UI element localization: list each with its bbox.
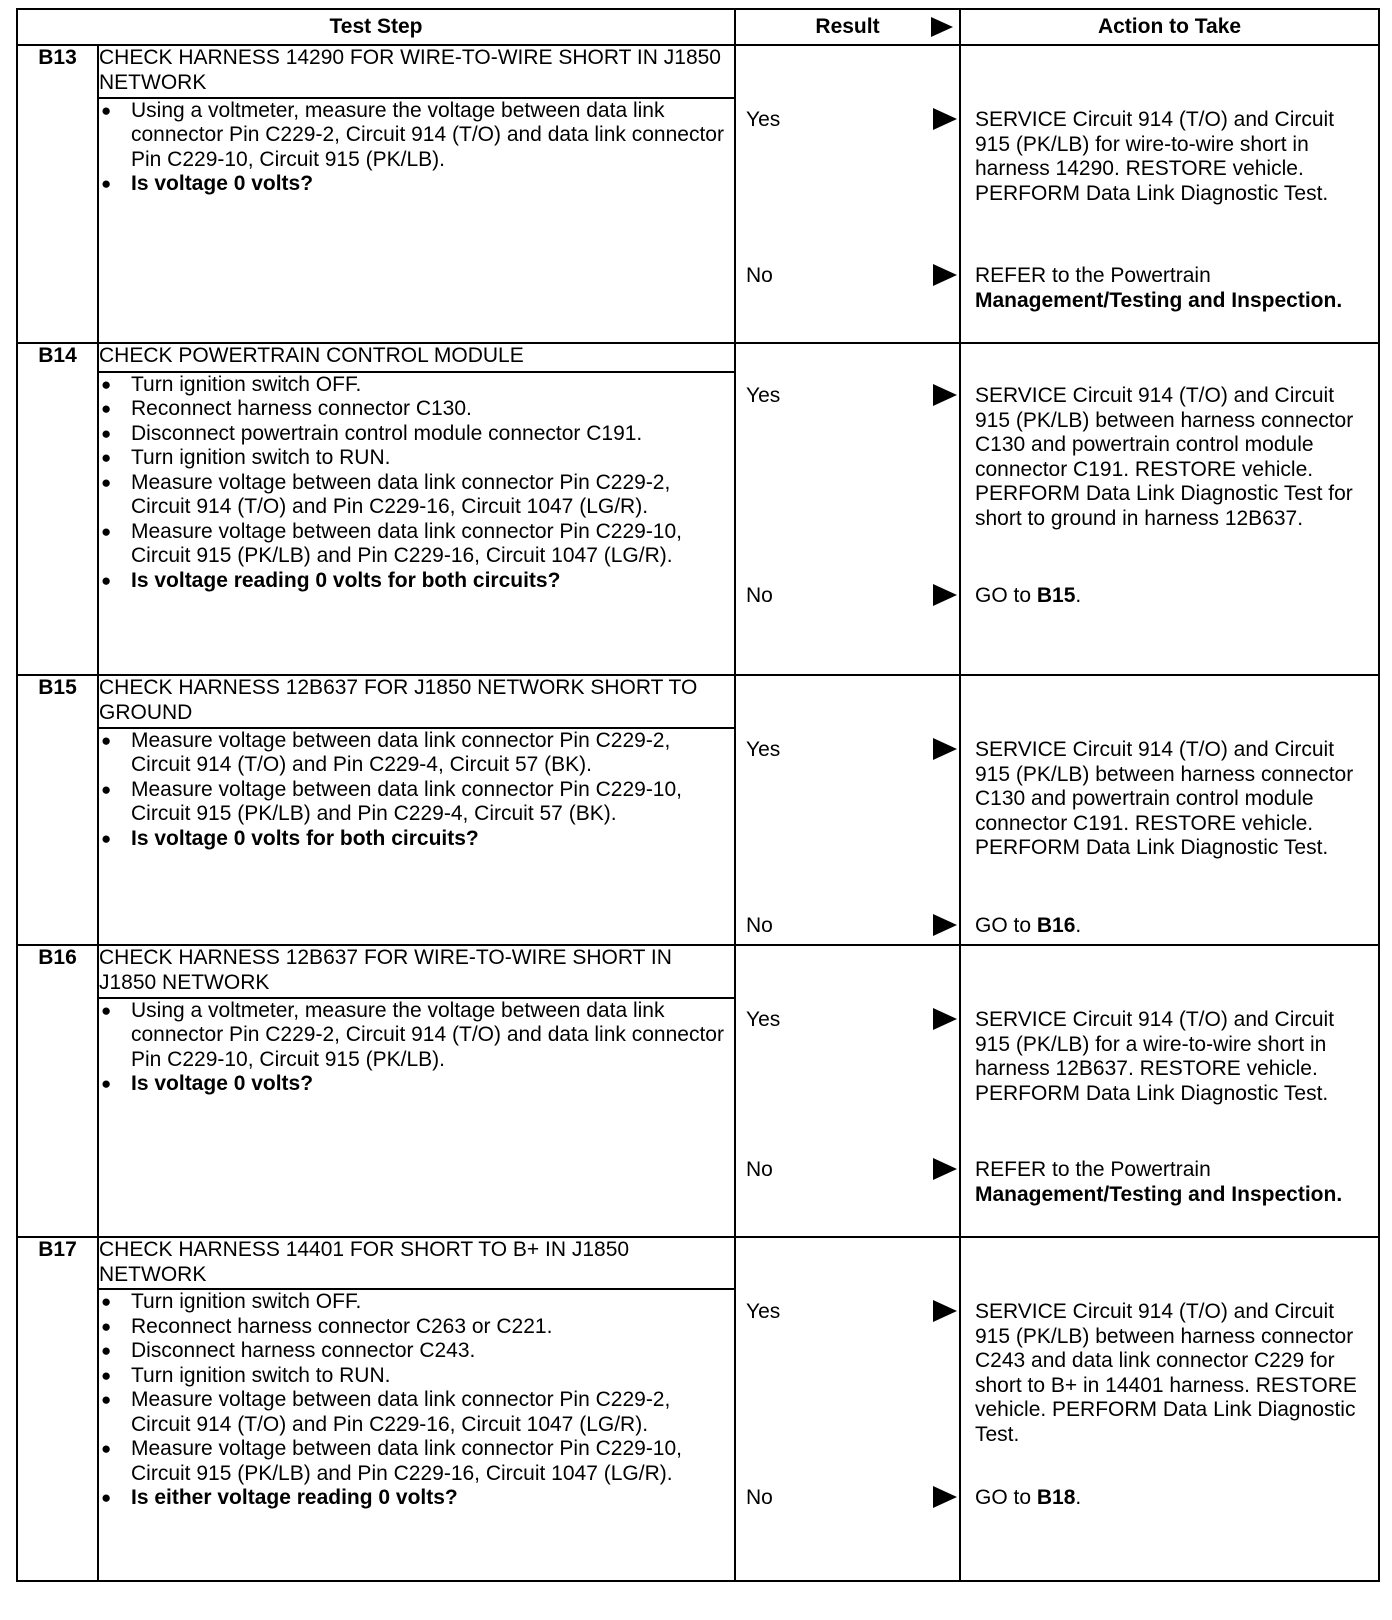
step-bullet: ● Measure voltage between data link connector Pin C229-2, Circuit 914 (T/O) and Pin C229-16, Circuit 1047 (LG/R).	[99, 1388, 734, 1437]
step-bullets-b17	[99, 1290, 734, 1511]
step-body-b16	[98, 998, 735, 1237]
step-id-b15: B15	[17, 675, 98, 945]
result-yes-b17	[746, 1300, 959, 1325]
step-body-b14	[98, 372, 735, 675]
header-result	[735, 9, 960, 45]
action-no-b14	[975, 584, 1370, 609]
step-bullet: ● Reconnect harness connector C263 or C221.	[99, 1315, 734, 1340]
step-bullet: ● Turn ignition switch to RUN.	[99, 446, 734, 471]
action-no-bold: B16	[1036, 914, 1076, 937]
step-title-b14: CHECK POWERTRAIN CONTROL MODULE	[98, 343, 735, 372]
arrow-right-icon	[933, 738, 957, 760]
step-bullet: ● Disconnect powertrain control module connector C191.	[99, 422, 734, 447]
action-no-suffix: .	[1075, 584, 1082, 607]
step-bullet: ● Measure voltage between data link connector Pin C229-10, Circuit 915 (PK/LB) and Pin C229-4, Circuit 57 (BK).	[99, 778, 734, 827]
action-no-bold: B15	[1036, 584, 1076, 607]
result-cell-b14	[735, 343, 960, 675]
result-yes-label: Yes	[746, 384, 781, 407]
step-bullets-b15	[99, 729, 734, 852]
result-yes-label: Yes	[746, 108, 781, 131]
action-yes-b13: SERVICE Circuit 914 (T/O) and Circuit 915 (PK/LB) for wire-to-wire short in harness 14290. RESTORE vehicle. PERFORM Data Link Diagnostic Test.	[975, 108, 1335, 205]
step-title-b13: CHECK HARNESS 14290 FOR WIRE-TO-WIRE SHORT IN J1850 NETWORK	[98, 45, 735, 98]
step-id-b16: B16	[17, 945, 98, 1237]
step-title-b15: CHECK HARNESS 12B637 FOR J1850 NETWORK SHORT TO GROUND	[98, 675, 735, 728]
action-no-text: REFER to the Powertrain	[975, 264, 1211, 287]
step-question: ● Is voltage 0 volts?	[99, 1072, 734, 1097]
result-no-b17	[746, 1486, 959, 1511]
result-no-b13	[746, 264, 959, 289]
arrow-right-icon	[933, 1008, 957, 1030]
result-no-b14	[746, 584, 959, 609]
step-bullet: ● Measure voltage between data link connector Pin C229-2, Circuit 914 (T/O) and Pin C229-4, Circuit 57 (BK).	[99, 729, 734, 778]
result-cell-b17	[735, 1237, 960, 1581]
step-title-b17: CHECK HARNESS 14401 FOR SHORT TO B+ IN J1850 NETWORK	[98, 1237, 735, 1289]
pinpoint-test-table	[16, 8, 1380, 1582]
result-cell-b15	[735, 675, 960, 945]
result-no-b16	[746, 1158, 959, 1183]
action-cell-b13	[960, 45, 1379, 343]
result-yes-b16	[746, 1008, 959, 1033]
result-yes-label: Yes	[746, 738, 781, 761]
result-cell-b13	[735, 45, 960, 343]
action-cell-b15	[960, 675, 1379, 945]
step-question: ● Is either voltage reading 0 volts?	[99, 1486, 734, 1511]
action-no-text: GO to	[975, 584, 1032, 607]
header-action: Action to Take	[960, 9, 1379, 45]
action-yes-b17: SERVICE Circuit 914 (T/O) and Circuit 915 (PK/LB) between harness connector C243 and data link connector C229 for short to B+ in 14401 harness. RESTORE vehicle. PERFORM Data Link Diagnostic Test.	[975, 1300, 1357, 1446]
step-bullet: ● Using a voltmeter, measure the voltage between data link connector Pin C229-2, Circuit 914 (T/O) and data link connector Pin C229-10, Circuit 915 (PK/LB).	[99, 999, 734, 1073]
step-title-row-b16	[17, 945, 1379, 998]
step-bullets-b13	[99, 99, 734, 197]
arrow-right-icon	[933, 1158, 957, 1180]
action-no-suffix: .	[1075, 914, 1082, 937]
result-no-label: No	[746, 264, 773, 287]
action-no-b13	[975, 264, 1370, 313]
step-body-b15	[98, 728, 735, 945]
action-yes-b16: SERVICE Circuit 914 (T/O) and Circuit 915 (PK/LB) for a wire-to-wire short in harness 12B637. RESTORE vehicle. PERFORM Data Link Diagnostic Test.	[975, 1008, 1335, 1105]
step-title-row-b15	[17, 675, 1379, 728]
arrow-right-icon	[933, 1300, 957, 1322]
arrow-right-icon	[933, 384, 957, 406]
step-bullet: ● Measure voltage between data link connector Pin C229-10, Circuit 915 (PK/LB) and Pin C229-16, Circuit 1047 (LG/R).	[99, 1437, 734, 1486]
action-no-b15	[975, 914, 1370, 939]
action-no-bold: Management/Testing and Inspection.	[975, 288, 1343, 312]
arrow-right-icon	[931, 17, 953, 37]
table-header-row	[17, 9, 1379, 45]
step-bullets-b14	[99, 373, 734, 594]
action-yes-b14: SERVICE Circuit 914 (T/O) and Circuit 915 (PK/LB) between harness connector C130 and powertrain control module connector C191. RESTORE vehicle. PERFORM Data Link Diagnostic Test for short to ground in harness 12B637.	[975, 384, 1354, 530]
arrow-right-icon	[933, 584, 957, 606]
result-cell-b16	[735, 945, 960, 1237]
action-no-suffix: .	[1075, 1486, 1082, 1509]
result-yes-label: Yes	[746, 1300, 781, 1323]
step-bullets-b16	[99, 999, 734, 1097]
action-cell-b16	[960, 945, 1379, 1237]
action-no-bold: Management/Testing and Inspection.	[975, 1182, 1343, 1206]
result-no-label: No	[746, 1158, 773, 1181]
result-no-label: No	[746, 1486, 773, 1509]
step-bullet: ● Measure voltage between data link connector Pin C229-2, Circuit 914 (T/O) and Pin C229-16, Circuit 1047 (LG/R).	[99, 471, 734, 520]
action-cell-b14	[960, 343, 1379, 675]
action-cell-b17	[960, 1237, 1379, 1581]
step-bullet: ● Using a voltmeter, measure the voltage between data link connector Pin C229-2, Circuit 914 (T/O) and data link connector Pin C229-10, Circuit 915 (PK/LB).	[99, 99, 734, 173]
step-bullet: ● Turn ignition switch to RUN.	[99, 1364, 734, 1389]
step-question: ● Is voltage 0 volts?	[99, 172, 734, 197]
result-yes-label: Yes	[746, 1008, 781, 1031]
step-id-b17: B17	[17, 1237, 98, 1581]
header-test-step: Test Step	[17, 9, 735, 45]
step-bullet: ● Turn ignition switch OFF.	[99, 373, 734, 398]
result-no-label: No	[746, 914, 773, 937]
step-id-b14: B14	[17, 343, 98, 675]
step-title-row-b14	[17, 343, 1379, 372]
header-result-label: Result	[815, 14, 880, 38]
step-question: ● Is voltage 0 volts for both circuits?	[99, 827, 734, 852]
step-body-b17	[98, 1289, 735, 1581]
step-bullet: ● Turn ignition switch OFF.	[99, 1290, 734, 1315]
step-body-b13	[98, 98, 735, 343]
arrow-right-icon	[933, 1486, 957, 1508]
step-bullet: ● Measure voltage between data link connector Pin C229-10, Circuit 915 (PK/LB) and Pin C229-16, Circuit 1047 (LG/R).	[99, 520, 734, 569]
step-id-b13: B13	[17, 45, 98, 343]
step-bullet: ● Reconnect harness connector C130.	[99, 397, 734, 422]
step-title-row-b13	[17, 45, 1379, 98]
action-no-b16	[975, 1158, 1370, 1207]
step-title-b16: CHECK HARNESS 12B637 FOR WIRE-TO-WIRE SHORT IN J1850 NETWORK	[98, 945, 735, 998]
result-no-b15	[746, 914, 959, 939]
arrow-right-icon	[933, 914, 957, 936]
action-yes-b15: SERVICE Circuit 914 (T/O) and Circuit 915 (PK/LB) between harness connector C130 and powertrain control module connector C191. RESTORE vehicle. PERFORM Data Link Diagnostic Test.	[975, 738, 1354, 859]
action-no-text: GO to	[975, 1486, 1032, 1509]
step-question: ● Is voltage reading 0 volts for both circuits?	[99, 569, 734, 594]
result-no-label: No	[746, 584, 773, 607]
result-yes-b14	[746, 384, 959, 409]
result-yes-b15	[746, 738, 959, 763]
action-no-bold: B18	[1036, 1486, 1076, 1509]
arrow-right-icon	[933, 264, 957, 286]
action-no-b17	[975, 1486, 1370, 1511]
action-no-text: REFER to the Powertrain	[975, 1158, 1211, 1181]
result-yes-b13	[746, 108, 959, 133]
step-bullet: ● Disconnect harness connector C243.	[99, 1339, 734, 1364]
action-no-text: GO to	[975, 914, 1032, 937]
step-title-row-b17	[17, 1237, 1379, 1289]
arrow-right-icon	[933, 108, 957, 130]
